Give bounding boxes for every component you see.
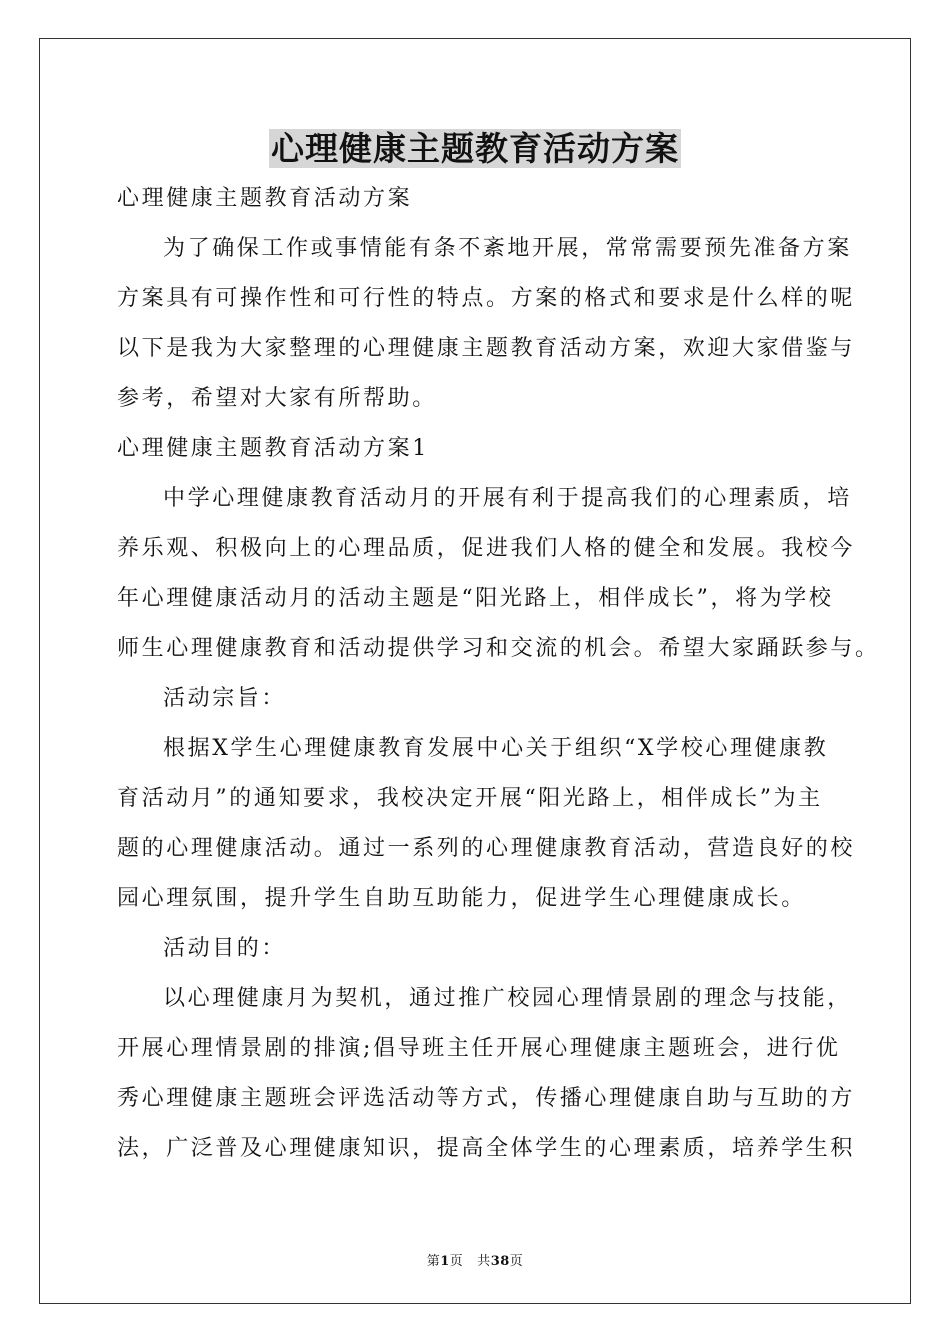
page-suffix: 页 [449, 1254, 464, 1269]
page-border [39, 38, 911, 1304]
paragraph-line: 中学心理健康教育活动月的开展有利于提高我们的心理素质，培 [163, 486, 852, 511]
total-prefix: 共 [477, 1254, 491, 1269]
section-heading: 心理健康主题教育活动方案1 [117, 436, 429, 461]
paragraph-line: 育活动月”的通知要求，我校决定开展“阳光路上，相伴成长”为主 [117, 786, 823, 811]
paragraph-line: 师生心理健康教育和活动提供学习和交流的机会。希望大家踊跃参与。 [117, 636, 880, 661]
paragraph-line: 根据X学生心理健康教育发展中心关于组织“X学校心理健康教 [163, 736, 829, 761]
paragraph-line: 为了确保工作或事情能有条不紊地开展，常常需要预先准备方案 [163, 236, 852, 261]
total-suffix: 页 [509, 1254, 524, 1269]
paragraph-line: 年心理健康活动月的活动主题是“阳光路上，相伴成长”，将为学校 [117, 586, 834, 611]
total-pages: 38 [490, 1254, 510, 1269]
page-number: 1 [440, 1254, 450, 1269]
document-title-text: 心理健康主题教育活动方案 [271, 129, 679, 168]
paragraph-line: 以下是我为大家整理的心理健康主题教育活动方案，欢迎大家借鉴与 [117, 336, 856, 361]
paragraph-line: 题的心理健康活动。通过一系列的心理健康教育活动，营造良好的校 [117, 836, 856, 861]
paragraph-line: 以心理健康月为契机，通过推广校园心理情景剧的理念与技能， [163, 986, 852, 1011]
subsection-heading: 活动目的： [163, 936, 287, 961]
paragraph-line: 秀心理健康主题班会评选活动等方式，传播心理健康自助与互助的方 [117, 1086, 856, 1111]
page-prefix: 第 [426, 1254, 441, 1269]
subsection-heading: 活动宗旨： [163, 686, 287, 711]
paragraph-line: 法，广泛普及心理健康知识，提高全体学生的心理素质，培养学生积 [117, 1136, 856, 1161]
paragraph-line: 养乐观、积极向上的心理品质，促进我们人格的健全和发展。我校今 [117, 536, 856, 561]
paragraph-line: 园心理氛围，提升学生自助互助能力，促进学生心理健康成长。 [117, 886, 806, 911]
page-footer [0, 1250, 950, 1269]
subtitle-line: 心理健康主题教育活动方案 [117, 186, 413, 211]
document-title [0, 126, 950, 172]
paragraph-line: 参考，希望对大家有所帮助。 [117, 386, 437, 411]
paragraph-line: 方案具有可操作性和可行性的特点。方案的格式和要求是什么样的呢 [117, 286, 856, 311]
paragraph-line: 开展心理情景剧的排演;倡导班主任开展心理健康主题班会，进行优 [117, 1036, 841, 1061]
